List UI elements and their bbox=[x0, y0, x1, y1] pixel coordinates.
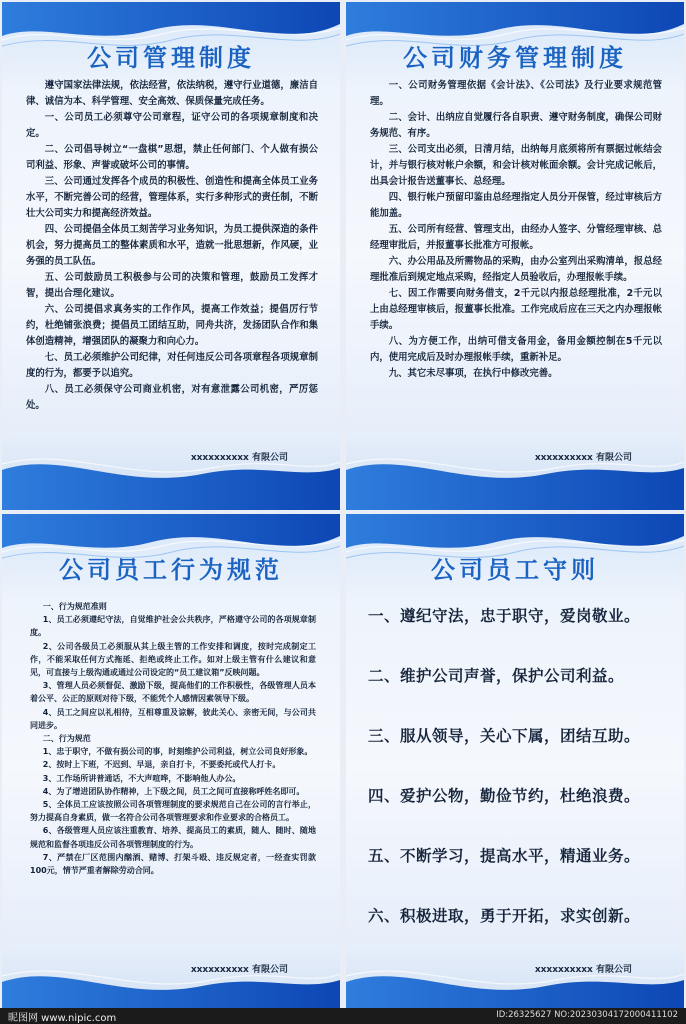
rule-item: 四、爱护公物，勤俭节约，杜绝浪费。 bbox=[368, 787, 641, 805]
body-text bbox=[370, 78, 662, 382]
paragraph: 二、会计、出纳应自觉履行各自职责、遵守财务制度，确保公司财务规范、有序。 bbox=[370, 112, 662, 139]
paragraph: 2、公司各级员工必须服从其上级主管的工作安排和调度，按时完成制定工作，不能采取任何方式拖延、拒绝或终止工作。如对上级主管有什么建议和意见，可直接与上级沟通或通过公司设定的“员工建议箱”反映问题。 bbox=[30, 641, 316, 678]
board-employee-rules bbox=[346, 514, 684, 1022]
paragraph: 6、各级管理人员应该注重教育、培养、提高员工的素质，随人、随时、随地规范和监督各项违反公司各项管理制度的行为。 bbox=[30, 826, 316, 849]
paragraph: 三、公司通过发挥各个成员的积极性、创造性和提高全体员工业务水平，不断完善公司的经营，管理体系，实行多种形式的责任制，不断壮大公司实力和提高经济效益。 bbox=[26, 176, 318, 219]
paragraph: 1、员工必须遵纪守法，自觉维护社会公共秩序，严格遵守公司的各项规章制度。 bbox=[30, 615, 316, 638]
paragraph: 3、管理人员必须督促、激励下级，提高他们的工作积极性，各级管理人员本着公平、公正的原则对待下级，不能凭个人感情因素领导下级。 bbox=[30, 681, 316, 704]
paragraph: 六、办公用品及所需物品的采购，由办公室列出采购清单，报总经理批准后到规定地点采购，经指定人员验收后，办理报帐手续。 bbox=[370, 256, 662, 283]
watermark-bar bbox=[0, 1008, 686, 1024]
paragraph: 7、严禁在厂区范围内酗酒、赌博、打架斗殴、违反规定者，一经查实罚款100元，情节严重者解除劳动合同。 bbox=[30, 852, 316, 876]
rule-item: 三、服从领导，关心下属，团结互助。 bbox=[368, 727, 641, 745]
paragraph: 九、其它未尽事项，在执行中修改完善。 bbox=[388, 368, 558, 379]
paragraph: 五、公司所有经营、管理支出，由经办人签字、分管经理审核、总经理审批后，并报董事长批准方可报帐。 bbox=[370, 224, 662, 251]
paragraph: 3、工作场所讲普通话，不大声喧哗，不影响他人办公。 bbox=[42, 773, 241, 783]
paragraph: 三、公司支出必须，日清月结，出纳每月底须将所有票据过帐结会计，并与银行核对帐户余额，和会计核对帐面余额。会计完成记帐后，出具会计报告送董事长、总经理。 bbox=[370, 144, 662, 187]
paragraph: 遵守国家法律法规，依法经营，依法纳税，遵守行业道德，廉洁自律、诚信为本、科学管理、安全高效、保质保量完成任务。 bbox=[26, 80, 318, 107]
rules-list bbox=[368, 604, 670, 964]
paragraph: 七、因工作需要向财务借支，2千元以内报总经理批准，2千元以上由总经理审核后，报董事长批准。工作完成后应在三天之内办理报帐手续。 bbox=[370, 288, 662, 331]
paragraph: 2、按时上下班，不迟到、早退，亲自打卡，不要委托或代人打卡。 bbox=[42, 760, 281, 770]
company-signature: xxxxxxxxxx 有限公司 bbox=[190, 965, 288, 975]
company-signature: xxxxxxxxxx 有限公司 bbox=[534, 965, 632, 975]
page-title: 公司管理制度 bbox=[87, 44, 255, 72]
body-text bbox=[30, 600, 316, 877]
page-title: 公司员工守则 bbox=[431, 556, 599, 584]
paragraph: 七、员工必须维护公司纪律，对任何违反公司各项章程各项规章制度的行为，都要予以追究。 bbox=[26, 352, 318, 379]
paragraph: 1、忠于职守，不做有损公司的事，时刻维护公司利益，树立公司良好形象。 bbox=[42, 747, 313, 757]
paragraph: 一、公司员工必须尊守公司章程，证守公司的各项规章制度和决定。 bbox=[26, 112, 318, 139]
paragraph: 四、银行帐户预留印鉴由总经理指定人员分开保管，经过审核后方能加盖。 bbox=[370, 192, 662, 219]
rule-item: 五、不断学习，提高水平，精通业务。 bbox=[368, 847, 641, 865]
board-finance-system bbox=[346, 2, 684, 510]
paragraph: 二、行为规范 bbox=[42, 734, 91, 744]
board-employee-conduct bbox=[2, 514, 340, 1022]
rule-item: 六、积极进取，勇于开拓，求实创新。 bbox=[368, 907, 641, 925]
rule-item: 二、维护公司声誉，保护公司利益。 bbox=[368, 667, 625, 685]
paragraph: 4、为了增进团队协作精神，上下级之间，员工之间可直接称呼姓名即可。 bbox=[42, 786, 305, 796]
watermark-logo: 昵图网 www.nipic.com bbox=[8, 1013, 117, 1024]
paragraph: 八、为方便工作，出纳可借支备用金，备用金额控制在5千元以内，使用完成后及时办理报帐手续，重新补足。 bbox=[370, 336, 662, 363]
paragraph: 八、员工必须保守公司商业机密，对有意泄露公司机密，严厉惩处。 bbox=[26, 384, 318, 411]
paragraph: 4、员工之间应以礼相待，互相尊重及谅解，彼此关心、亲密无间，与公司共同进步。 bbox=[30, 707, 316, 730]
company-signature: xxxxxxxxxx 有限公司 bbox=[534, 453, 632, 463]
paragraph: 二、公司倡导树立“一盘棋”思想，禁止任何部门、个人做有损公司利益、形象、声誉或破坏公司的事情。 bbox=[26, 144, 318, 171]
page-title: 公司员工行为规范 bbox=[59, 556, 283, 584]
bottom-wave-decoration bbox=[346, 440, 684, 510]
board-management-system bbox=[2, 2, 340, 510]
company-signature: xxxxxxxxxx 有限公司 bbox=[190, 453, 288, 463]
paragraph: 一、公司财务管理依据《会计法》、《公司法》及行业要求规范管理。 bbox=[370, 80, 662, 107]
body-text bbox=[26, 78, 318, 414]
paragraph: 一、行为规范准则 bbox=[42, 602, 107, 611]
bottom-wave-decoration bbox=[2, 440, 340, 510]
page-title: 公司财务管理制度 bbox=[403, 44, 627, 72]
paragraph: 五、公司鼓励员工积极参与公司的决策和管理，鼓励员工发挥才智，提出合理化建议。 bbox=[26, 272, 318, 299]
paragraph: 六、公司提倡求真务实的工作作风，提高工作效益；提倡厉行节约，杜绝铺张浪费；提倡员工团结互助，同舟共济，发扬团队合作和集体创造精神，增强团队的凝聚力和向心力。 bbox=[26, 304, 318, 347]
paragraph: 5、全体员工应该按照公司各项管理制度的要求规范自己在公司的言行举止，努力提高自身素质，做一名符合公司各项管理要求和作业要求的合格员工。 bbox=[30, 800, 316, 823]
watermark-id: ID:26325627 NO:20230304172000411102 bbox=[496, 1010, 678, 1020]
paragraph: 四、公司提倡全体员工刻苦学习业务知识，为员工提供深造的条件机会，努力提高员工的整体素质和水平，造就一批思想新，作风硬，业务强的员工队伍。 bbox=[26, 224, 318, 267]
rule-item: 一、遵纪守法，忠于职守，爱岗敬业。 bbox=[368, 607, 641, 625]
